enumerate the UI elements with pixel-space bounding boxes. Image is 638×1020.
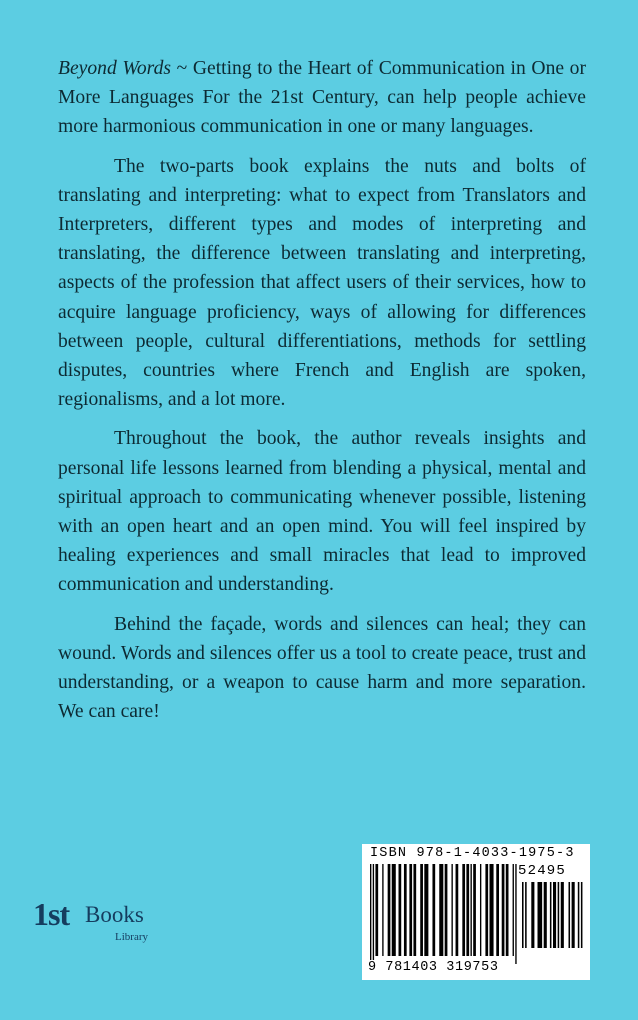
barcode-bar [550,882,552,948]
barcode-bar [522,882,524,948]
barcode-bar [553,882,556,948]
barcode-bar [375,864,378,956]
blurb-paragraph-4: Behind the façade, words and silences can heal; they can wound. Words and silences offer us a tool to create peace, trust and understanding, or a weapon to cause harm and more separation. We can care! [58,613,586,723]
barcode-bar [572,882,575,948]
barcode-bar [525,882,527,948]
barcode-bar [370,864,371,964]
barcode-bar [413,864,416,956]
publisher-logo-number: 1st [33,896,70,932]
blurb-paragraph-3: Throughout the book, the author reveals insights and personal life lessons learned from blending a physical, mental and spiritual approach to communicating whenever possible, listening with an open heart and an open mind. You will feel inspired by healing experiences and small miracles that lead to improved communication and understanding. [58,428,586,596]
barcode-bar [392,864,396,956]
barcode-bar [388,864,391,956]
barcode-bar [466,864,469,956]
barcode-bar [496,864,499,956]
barcode-bar [531,882,534,948]
blurb-paragraph-1 [58,54,586,142]
barcode-bar [538,882,543,948]
publisher-logo-sub: Library [115,931,148,943]
barcode-bar [432,864,435,956]
barcode-bar [561,882,564,948]
barcode-bar [473,864,476,956]
barcode-bar [485,864,488,956]
ean-digits: 9 781403 319753 [368,960,499,975]
blurb-paragraph-2: The two-parts book explains the nuts and bolts of translating and interpreting: what to expect from Translators and Interpreters, different types and modes of interpreting and translating, the difference between translating and interpreting, aspects of the profession that affect users of their services, how to acquire language proficiency, ways of allowing for differences between people, cultural differentiations, methods for settling disputes, countries where French and English are spoken, regionalisms, and a lot more. [58,155,586,411]
blurb-paragraph-1-text: ~ Getting to the Heart of Communication in One or More Languages For the 21st Century, can help people achieve more harmonious communication in one or many languages. [58,58,586,138]
barcode-bar [399,864,402,956]
barcode-bar [515,864,516,964]
isbn-label: ISBN 978-1-4033-1975-3 [370,846,575,861]
price-addon-label: 52495 [518,863,567,879]
barcode-bar [470,864,471,956]
book-title: Beyond Words [58,58,172,79]
barcode-bar [409,864,412,956]
back-cover-blurb [58,54,586,726]
barcode-bar [445,864,448,956]
barcode-bar [439,864,443,956]
barcode-bar [382,864,383,956]
isbn-barcode [362,844,590,980]
barcode-bar [506,864,509,956]
barcode-bar [502,864,505,956]
barcode-bar [569,882,571,948]
barcode-bar [451,864,452,956]
ean-barcode-bars [370,864,518,964]
publisher-logo-name: Books [85,902,144,927]
barcode-bar [581,882,583,948]
barcode-bar [558,882,560,948]
barcode-bar [462,864,465,956]
barcode-bar [489,864,493,956]
addon-barcode-bars [522,882,584,956]
barcode-bar [404,864,407,956]
barcode-bar [578,882,580,948]
barcode-bar [424,864,428,956]
barcode-bar [544,882,547,948]
barcode-bar [373,864,374,964]
barcode-bar [456,864,459,956]
publisher-logo [33,888,183,958]
barcode-bar [420,864,423,956]
barcode-bar [513,864,514,956]
barcode-bar [480,864,481,956]
